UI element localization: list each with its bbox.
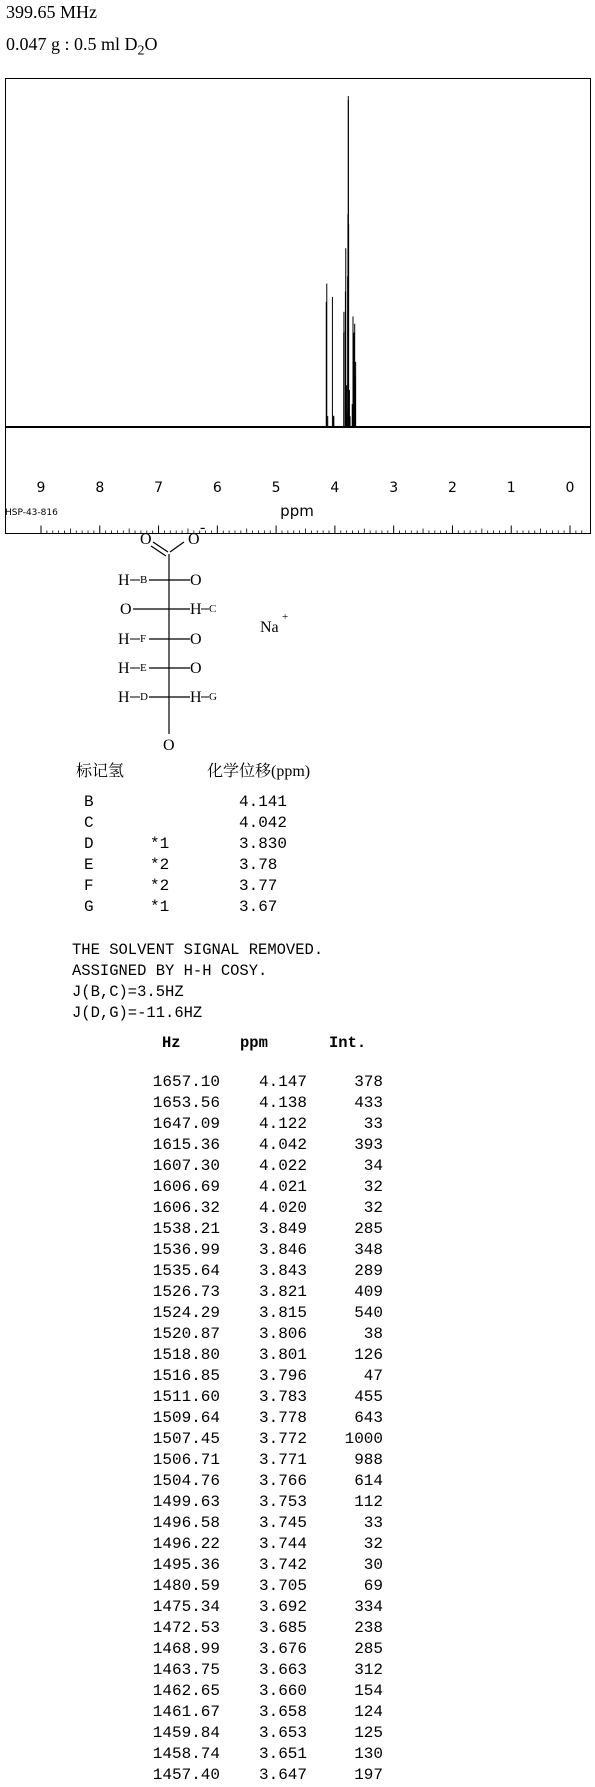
peak-ppm: 3.821 bbox=[258, 1283, 307, 1301]
table-row bbox=[0, 1304, 595, 1325]
peak-intensity: 126 bbox=[354, 1346, 383, 1364]
table-row bbox=[0, 1220, 595, 1241]
peak-hz: 1496.58 bbox=[152, 1514, 220, 1532]
x-tick-label: 3 bbox=[389, 480, 399, 496]
peak-ppm: 3.753 bbox=[258, 1493, 307, 1511]
assignment-label: E bbox=[84, 856, 94, 874]
peak-ppm: 3.783 bbox=[258, 1388, 307, 1406]
peak-intensity: 32 bbox=[363, 1199, 383, 1217]
peak-hz: 1653.56 bbox=[152, 1094, 220, 1112]
peak-intensity: 378 bbox=[354, 1073, 383, 1091]
table-row bbox=[0, 1367, 595, 1388]
peak-ppm: 3.705 bbox=[258, 1577, 307, 1595]
x-tick-label: 7 bbox=[154, 480, 164, 496]
table-row bbox=[0, 1703, 595, 1724]
peak-intensity: 33 bbox=[363, 1115, 383, 1133]
peak-hz: 1606.32 bbox=[152, 1199, 220, 1217]
peak-ppm: 4.138 bbox=[258, 1094, 307, 1112]
peak-hz: 1535.64 bbox=[152, 1262, 220, 1280]
peak-intensity: 334 bbox=[354, 1598, 383, 1616]
note-line: THE SOLVENT SIGNAL REMOVED. bbox=[72, 941, 324, 959]
peak-table bbox=[0, 1073, 595, 1787]
peak-intensity: 348 bbox=[354, 1241, 383, 1259]
peak-hz: 1538.21 bbox=[152, 1220, 220, 1238]
col-shift-header: 化学位移(ppm) bbox=[207, 763, 311, 780]
hydrogen-g: H bbox=[190, 689, 202, 706]
table-row bbox=[0, 1472, 595, 1493]
spectrum-peaks bbox=[326, 96, 355, 427]
peak-hz: 1458.74 bbox=[152, 1745, 220, 1763]
table-row bbox=[0, 1346, 595, 1367]
peak-ppm: 3.843 bbox=[258, 1262, 307, 1280]
peak-ppm: 3.744 bbox=[258, 1535, 307, 1553]
peak-hz: 1520.87 bbox=[152, 1325, 220, 1343]
hydrogen-e-label: E bbox=[140, 662, 147, 674]
header-ppm: ppm bbox=[240, 1034, 268, 1052]
assignment-shift: 4.042 bbox=[239, 814, 288, 832]
peak-intensity: 540 bbox=[354, 1304, 383, 1322]
table-row bbox=[0, 1619, 595, 1640]
x-tick-label: 0 bbox=[565, 480, 575, 496]
note-line: J(D,G)=-11.6HZ bbox=[72, 1004, 203, 1022]
peak-hz: 1468.99 bbox=[152, 1640, 220, 1658]
positive-charge: + bbox=[282, 611, 289, 623]
hydroxyl-oxygen-1: O bbox=[190, 572, 202, 589]
table-row bbox=[0, 1430, 595, 1451]
peak-intensity: 69 bbox=[363, 1577, 383, 1595]
hydrogen-c-label: C bbox=[209, 603, 217, 615]
table-row bbox=[0, 1094, 595, 1115]
table-row bbox=[0, 1199, 595, 1220]
concentration-suffix: O bbox=[144, 34, 158, 54]
peak-intensity: 125 bbox=[354, 1724, 383, 1742]
peak-intensity: 124 bbox=[354, 1703, 383, 1721]
table-row bbox=[0, 1661, 595, 1682]
hydrogen-d: H bbox=[118, 689, 130, 706]
hydrogen-d-label: D bbox=[140, 691, 148, 703]
note-line: ASSIGNED BY H-H COSY. bbox=[72, 962, 268, 980]
table-row bbox=[0, 1157, 595, 1178]
peak-intensity: 33 bbox=[363, 1514, 383, 1532]
x-tick-label: 8 bbox=[95, 480, 105, 496]
table-row bbox=[0, 1766, 595, 1787]
peak-ppm: 4.147 bbox=[258, 1073, 307, 1091]
table-row bbox=[0, 1577, 595, 1598]
peak-hz: 1462.65 bbox=[152, 1682, 220, 1700]
peak-ppm: 3.660 bbox=[258, 1682, 307, 1700]
peak-ppm: 3.745 bbox=[258, 1514, 307, 1532]
peak-intensity: 393 bbox=[354, 1136, 383, 1154]
x-tick-label: 4 bbox=[330, 480, 340, 496]
peak-ppm: 4.021 bbox=[258, 1178, 307, 1196]
table-row bbox=[0, 1178, 595, 1199]
peak-ppm: 3.692 bbox=[258, 1598, 307, 1616]
assignment-label: D bbox=[84, 835, 94, 853]
spectrometer-frequency: 399.65 MHz bbox=[6, 2, 97, 22]
peak-intensity: 988 bbox=[354, 1451, 383, 1469]
hydrogen-c: H bbox=[190, 601, 202, 618]
table-row bbox=[0, 1640, 595, 1661]
peak-hz: 1509.64 bbox=[152, 1409, 220, 1427]
hydrogen-f: H bbox=[118, 631, 130, 648]
nmr-spectrum-chart bbox=[0, 70, 595, 530]
peak-hz: 1657.10 bbox=[152, 1073, 220, 1091]
table-row bbox=[0, 1535, 595, 1556]
peak-hz: 1461.67 bbox=[152, 1703, 220, 1721]
x-tick-label: 9 bbox=[36, 480, 46, 496]
assignment-shift: 3.67 bbox=[239, 898, 278, 916]
table-row bbox=[0, 1556, 595, 1577]
peak-hz: 1472.53 bbox=[152, 1619, 220, 1637]
table-row bbox=[0, 1598, 595, 1619]
sample-concentration bbox=[6, 34, 158, 60]
hydroxyl-oxygen-3: O bbox=[190, 631, 202, 648]
peak-table-header bbox=[0, 1034, 595, 1056]
x-tick-label: 5 bbox=[271, 480, 281, 496]
peak-hz: 1511.60 bbox=[152, 1388, 220, 1406]
peak-hz: 1516.85 bbox=[152, 1367, 220, 1385]
molecular-structure bbox=[118, 519, 320, 754]
assignment-header bbox=[76, 758, 310, 781]
assignment-shift: 3.77 bbox=[239, 877, 278, 895]
peak-hz: 1496.22 bbox=[152, 1535, 220, 1553]
table-row bbox=[0, 1241, 595, 1262]
peak-hz: 1475.34 bbox=[152, 1598, 220, 1616]
peak-intensity: 32 bbox=[363, 1535, 383, 1553]
table-row bbox=[0, 1325, 595, 1346]
hydrogen-e: H bbox=[118, 660, 130, 677]
hydrogen-b: H bbox=[118, 572, 130, 589]
peak-ppm: 3.815 bbox=[258, 1304, 307, 1322]
peak-ppm: 3.771 bbox=[258, 1451, 307, 1469]
peak-hz: 1526.73 bbox=[152, 1283, 220, 1301]
x-axis-label: ppm bbox=[280, 502, 314, 520]
peak-hz: 1518.80 bbox=[152, 1346, 220, 1364]
hydrogen-f-label: F bbox=[140, 633, 147, 645]
peak-hz: 1499.63 bbox=[152, 1493, 220, 1511]
peak-intensity: 643 bbox=[354, 1409, 383, 1427]
peak-ppm: 4.042 bbox=[258, 1136, 307, 1154]
header-int: Int. bbox=[329, 1034, 367, 1052]
sodium-counter-ion: Na bbox=[260, 619, 279, 636]
carbonyl-oxygen: O bbox=[140, 531, 152, 548]
peak-intensity: 614 bbox=[354, 1472, 383, 1490]
table-row bbox=[0, 1451, 595, 1472]
x-tick-label: 2 bbox=[447, 480, 457, 496]
peak-hz: 1647.09 bbox=[152, 1115, 220, 1133]
table-row bbox=[0, 1115, 595, 1136]
peak-ppm: 3.849 bbox=[258, 1220, 307, 1238]
peak-intensity: 30 bbox=[363, 1556, 383, 1574]
assignment-shift: 4.141 bbox=[239, 793, 288, 811]
peak-ppm: 3.676 bbox=[258, 1640, 307, 1658]
peak-hz: 1615.36 bbox=[152, 1136, 220, 1154]
peak-ppm: 3.778 bbox=[258, 1409, 307, 1427]
peak-hz: 1506.71 bbox=[152, 1451, 220, 1469]
peak-intensity: 34 bbox=[363, 1157, 383, 1175]
peak-ppm: 3.796 bbox=[258, 1367, 307, 1385]
table-row bbox=[0, 1136, 595, 1157]
concentration-subscript: 2 bbox=[137, 43, 145, 59]
terminal-hydroxyl-oxygen: O bbox=[163, 737, 175, 754]
peak-hz: 1607.30 bbox=[152, 1157, 220, 1175]
negative-charge: - bbox=[200, 519, 206, 536]
peak-hz: 1524.29 bbox=[152, 1304, 220, 1322]
table-row bbox=[0, 1493, 595, 1514]
peak-hz: 1457.40 bbox=[152, 1766, 220, 1784]
peak-ppm: 3.685 bbox=[258, 1619, 307, 1637]
hydroxyl-oxygen-4: O bbox=[190, 660, 202, 677]
peak-intensity: 285 bbox=[354, 1220, 383, 1238]
peak-hz: 1459.84 bbox=[152, 1724, 220, 1742]
assignment-label: G bbox=[84, 898, 94, 916]
table-row bbox=[0, 1745, 595, 1766]
peak-ppm: 3.653 bbox=[258, 1724, 307, 1742]
peak-hz: 1507.45 bbox=[152, 1430, 220, 1448]
peak-intensity: 112 bbox=[354, 1493, 383, 1511]
assignment-shift: 3.78 bbox=[239, 856, 278, 874]
concentration-prefix: 0.047 g : 0.5 ml D bbox=[6, 34, 138, 54]
hydrogen-g-label: G bbox=[209, 691, 217, 703]
assignment-label: B bbox=[84, 793, 94, 811]
col-label-header: 标记氢 bbox=[76, 763, 125, 780]
peak-hz: 1504.76 bbox=[152, 1472, 220, 1490]
peak-intensity: 1000 bbox=[344, 1430, 383, 1448]
assignment-note: *1 bbox=[150, 898, 170, 916]
peak-intensity: 455 bbox=[354, 1388, 383, 1406]
assignment-note: *2 bbox=[150, 877, 170, 895]
assignment-note: *2 bbox=[150, 856, 170, 874]
sample-code: HSP-43-816 bbox=[5, 508, 58, 518]
assignment-label: F bbox=[84, 877, 94, 895]
peak-ppm: 3.658 bbox=[258, 1703, 307, 1721]
peak-intensity: 130 bbox=[354, 1745, 383, 1763]
peak-intensity: 38 bbox=[363, 1325, 383, 1343]
peak-hz: 1463.75 bbox=[152, 1661, 220, 1679]
table-row bbox=[0, 1388, 595, 1409]
peak-ppm: 3.806 bbox=[258, 1325, 307, 1343]
hydrogen-b-label: B bbox=[140, 574, 148, 586]
peak-intensity: 285 bbox=[354, 1640, 383, 1658]
header-hz: Hz bbox=[162, 1034, 181, 1052]
table-row bbox=[0, 1073, 595, 1094]
peak-intensity: 32 bbox=[363, 1178, 383, 1196]
assignment-label: C bbox=[84, 814, 94, 832]
note-line: J(B,C)=3.5HZ bbox=[72, 983, 184, 1001]
peak-hz: 1536.99 bbox=[152, 1241, 220, 1259]
peak-ppm: 3.801 bbox=[258, 1346, 307, 1364]
peak-ppm: 3.663 bbox=[258, 1661, 307, 1679]
assignment-shift: 3.830 bbox=[239, 835, 288, 853]
peak-intensity: 47 bbox=[363, 1367, 383, 1385]
spectrum-notes bbox=[72, 940, 323, 1024]
table-row bbox=[0, 1262, 595, 1283]
peak-ppm: 3.742 bbox=[258, 1556, 307, 1574]
hydroxyl-oxygen-2: O bbox=[120, 601, 132, 618]
table-row bbox=[0, 1409, 595, 1430]
x-tick-label: 1 bbox=[506, 480, 516, 496]
table-row bbox=[0, 1514, 595, 1535]
assignment-note: *1 bbox=[150, 835, 170, 853]
peak-intensity: 154 bbox=[354, 1682, 383, 1700]
plot-frame bbox=[6, 79, 591, 534]
peak-intensity: 289 bbox=[354, 1262, 383, 1280]
table-row bbox=[0, 1283, 595, 1304]
peak-ppm: 4.122 bbox=[258, 1115, 307, 1133]
peak-ppm: 3.647 bbox=[258, 1766, 307, 1784]
peak-intensity: 409 bbox=[354, 1283, 383, 1301]
peak-ppm: 3.651 bbox=[258, 1745, 307, 1763]
peak-hz: 1606.69 bbox=[152, 1178, 220, 1196]
carboxylate-oxygen: O bbox=[188, 531, 200, 548]
peak-intensity: 238 bbox=[354, 1619, 383, 1637]
peak-ppm: 3.772 bbox=[258, 1430, 307, 1448]
table-row bbox=[0, 1682, 595, 1703]
peak-ppm: 3.846 bbox=[258, 1241, 307, 1259]
peak-hz: 1495.36 bbox=[152, 1556, 220, 1574]
peak-intensity: 312 bbox=[354, 1661, 383, 1679]
peak-ppm: 3.766 bbox=[258, 1472, 307, 1490]
table-row bbox=[0, 1724, 595, 1745]
x-tick-label: 6 bbox=[212, 480, 222, 496]
peak-ppm: 4.020 bbox=[258, 1199, 307, 1217]
peak-intensity: 433 bbox=[354, 1094, 383, 1112]
peak-intensity: 197 bbox=[354, 1766, 383, 1784]
peak-hz: 1480.59 bbox=[152, 1577, 220, 1595]
peak-ppm: 4.022 bbox=[258, 1157, 307, 1175]
